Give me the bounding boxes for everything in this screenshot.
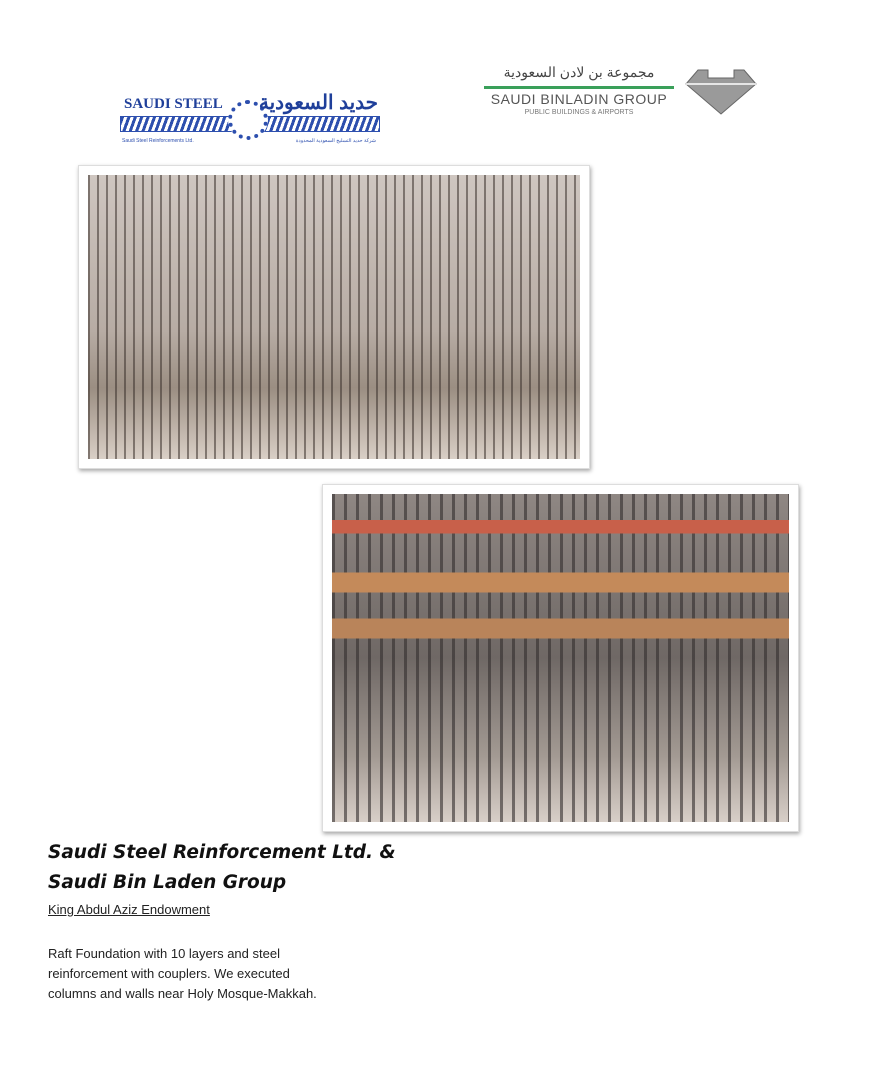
project-title xyxy=(48,838,396,898)
saudi-steel-logo xyxy=(118,88,380,150)
photo-workers-rebar xyxy=(78,165,590,469)
project-description xyxy=(48,944,368,1004)
title-line-1: Saudi Steel Reinforcement Ltd. & xyxy=(48,842,396,863)
title-line-2: Saudi Bin Laden Group xyxy=(48,872,287,893)
logo-small-en: Saudi Steel Reinforcements Ltd. xyxy=(122,138,194,144)
logo-division: PUBLIC BUILDINGS & AIRPORTS xyxy=(524,109,634,116)
photo-raft-foundation xyxy=(322,484,799,832)
logo-name-ar: حديد السعودية xyxy=(258,92,378,114)
saudi-binladin-logo xyxy=(484,64,764,120)
logo-name-ar: مجموعة بن لادن السعودية xyxy=(503,64,655,80)
logo-name-en: SAUDI STEEL xyxy=(124,96,223,112)
project-subtitle: King Abdul Aziz Endowment xyxy=(48,902,210,917)
description-line: reinforcement with couplers. We executed xyxy=(48,966,290,981)
binladin-emblem-icon xyxy=(684,66,758,116)
logo-small-ar: شركة حديد التسليح السعودية المحدودة xyxy=(295,138,376,144)
photo-image xyxy=(88,175,580,459)
logo-divider xyxy=(484,86,674,89)
logo-name-en: SAUDI BINLADIN GROUP xyxy=(490,91,668,107)
photo-image xyxy=(332,494,789,822)
description-line: Raft Foundation with 10 layers and steel xyxy=(48,946,280,961)
description-line: columns and walls near Holy Mosque-Makkah. xyxy=(48,986,317,1001)
